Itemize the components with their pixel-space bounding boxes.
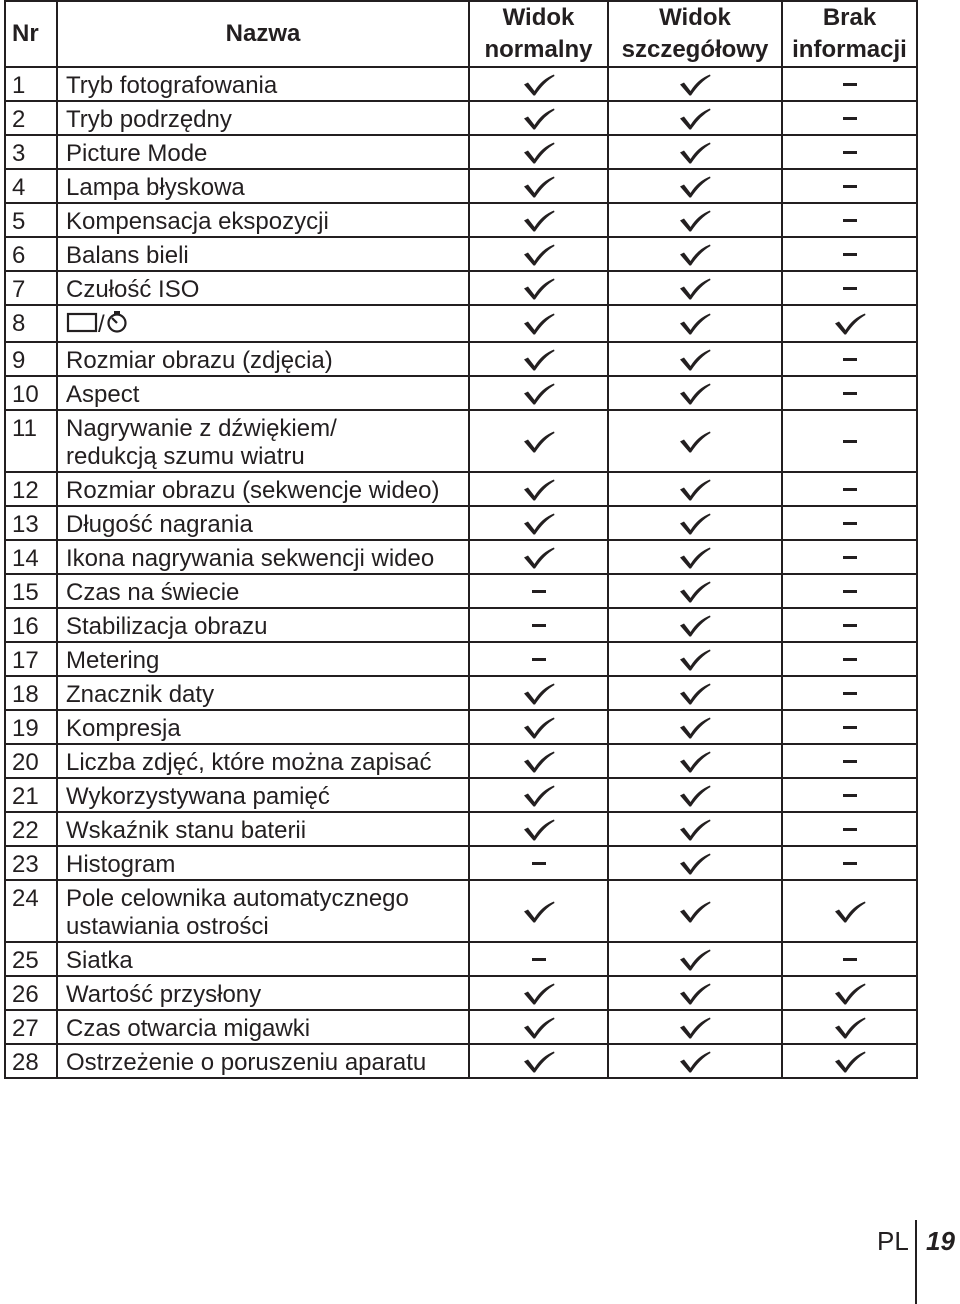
dash-icon [843, 590, 857, 593]
cell-nr: 14 [5, 540, 57, 574]
check-icon [522, 243, 556, 267]
cell-nr: 26 [5, 976, 57, 1010]
cell-detailed [608, 506, 782, 540]
cell-none [782, 203, 917, 237]
check-icon [678, 382, 712, 406]
dash-icon [532, 958, 546, 961]
name-line: Siatka [66, 947, 133, 974]
cell-detailed [608, 305, 782, 342]
cell-normal [469, 271, 608, 305]
cell-detailed [608, 880, 782, 942]
name-line: Kompresja [66, 715, 181, 742]
dash-icon [843, 392, 857, 395]
self-timer-icon [105, 310, 129, 341]
cell-none [782, 67, 917, 101]
check-icon [522, 818, 556, 842]
footer-divider [915, 1220, 917, 1304]
cell-detailed [608, 135, 782, 169]
check-icon [522, 312, 556, 336]
cell-nr: 1 [5, 67, 57, 101]
table-row [5, 506, 917, 540]
table-row [5, 710, 917, 744]
cell-none [782, 237, 917, 271]
cell-none [782, 812, 917, 846]
name-line: Histogram [66, 851, 176, 878]
table-row [5, 203, 917, 237]
cell-none [782, 574, 917, 608]
cell-name [57, 880, 469, 942]
footer-language: PL [877, 1226, 909, 1256]
cell-normal [469, 574, 608, 608]
check-icon [522, 478, 556, 502]
cell-normal [469, 506, 608, 540]
cell-normal [469, 410, 608, 472]
cell-none [782, 305, 917, 342]
check-icon [678, 243, 712, 267]
cell-none [782, 744, 917, 778]
check-icon [678, 948, 712, 972]
dash-icon [843, 117, 857, 120]
cell-none [782, 135, 917, 169]
cell-nr: 5 [5, 203, 57, 237]
check-icon [522, 141, 556, 165]
check-icon [522, 1050, 556, 1074]
cell-name [57, 812, 469, 846]
cell-normal [469, 67, 608, 101]
name-line: Wykorzystywana pamięć [66, 783, 330, 810]
table-row [5, 976, 917, 1010]
cell-detailed [608, 203, 782, 237]
cell-normal [469, 472, 608, 506]
check-icon [522, 209, 556, 233]
dash-icon [532, 658, 546, 661]
cell-nr: 12 [5, 472, 57, 506]
cell-nr: 25 [5, 942, 57, 976]
cell-nr: 24 [5, 880, 57, 942]
cell-nr: 6 [5, 237, 57, 271]
cell-nr: 22 [5, 812, 57, 846]
name-line: Czułość ISO [66, 276, 200, 303]
dash-icon [843, 219, 857, 222]
name-line: Pole celownika automatycznego [66, 885, 409, 912]
cell-none [782, 608, 917, 642]
cell-none [782, 506, 917, 540]
cell-name [57, 846, 469, 880]
check-icon [833, 312, 867, 336]
name-line: Czas otwarcia migawki [66, 1015, 311, 1042]
check-icon [522, 546, 556, 570]
check-icon [678, 107, 712, 131]
cell-normal [469, 203, 608, 237]
name-line-2: ustawiania ostrości [66, 913, 269, 940]
cell-name [57, 342, 469, 376]
cell-none [782, 410, 917, 472]
table-row [5, 169, 917, 203]
cell-nr: 10 [5, 376, 57, 410]
table-row [5, 410, 917, 472]
cell-detailed [608, 271, 782, 305]
dash-icon [843, 151, 857, 154]
name-line: Nagrywanie z dźwiękiem/ [66, 415, 337, 442]
cell-detailed [608, 744, 782, 778]
cell-detailed [608, 1044, 782, 1078]
cell-nr: 11 [5, 410, 57, 472]
check-icon [678, 648, 712, 672]
cell-none [782, 1044, 917, 1078]
cell-none [782, 472, 917, 506]
check-icon [678, 209, 712, 233]
cell-none [782, 710, 917, 744]
name-line: Znacznik daty [66, 681, 215, 708]
cell-none [782, 376, 917, 410]
name-line: Liczba zdjęć, które można zapisać [66, 749, 432, 776]
name-line: Tryb fotografowania [66, 72, 278, 99]
cell-detailed [608, 778, 782, 812]
cell-detailed [608, 942, 782, 976]
name-line: Aspect [66, 381, 140, 408]
check-icon [833, 900, 867, 924]
cell-name [57, 540, 469, 574]
table-row [5, 1044, 917, 1078]
cell-nr: 2 [5, 101, 57, 135]
cell-normal [469, 778, 608, 812]
cell-normal [469, 880, 608, 942]
cell-nr: 7 [5, 271, 57, 305]
table-row [5, 101, 917, 135]
cell-none [782, 540, 917, 574]
cell-detailed [608, 101, 782, 135]
cell-none [782, 642, 917, 676]
check-icon [522, 512, 556, 536]
check-icon [833, 1016, 867, 1040]
table-row [5, 472, 917, 506]
check-icon [678, 312, 712, 336]
dash-icon [843, 624, 857, 627]
table-row [5, 271, 917, 305]
cell-detailed [608, 67, 782, 101]
check-icon [678, 716, 712, 740]
cell-detailed [608, 710, 782, 744]
table-row [5, 744, 917, 778]
cell-none [782, 976, 917, 1010]
cell-none [782, 169, 917, 203]
name-line: Wskaźnik stanu baterii [66, 817, 307, 844]
table-row [5, 305, 917, 342]
cell-name [57, 305, 469, 342]
cell-name [57, 410, 469, 472]
table-row [5, 237, 917, 271]
dash-icon [843, 488, 857, 491]
dash-icon [843, 658, 857, 661]
check-icon [678, 277, 712, 301]
cell-nr: 19 [5, 710, 57, 744]
cell-normal [469, 1010, 608, 1044]
dash-icon [843, 185, 857, 188]
cell-detailed [608, 812, 782, 846]
header-normal: Widok normalny [469, 1, 608, 67]
check-icon [678, 348, 712, 372]
check-icon [678, 750, 712, 774]
dash-icon [843, 692, 857, 695]
page-number: 19 [926, 1226, 955, 1256]
name-separator: / [98, 310, 105, 338]
check-icon [522, 750, 556, 774]
check-icon [522, 348, 556, 372]
check-icon [833, 1050, 867, 1074]
cell-normal [469, 101, 608, 135]
table-header-row [5, 1, 917, 67]
dash-icon [532, 590, 546, 593]
cell-detailed [608, 1010, 782, 1044]
cell-nr: 13 [5, 506, 57, 540]
cell-name [57, 376, 469, 410]
table-row [5, 135, 917, 169]
cell-detailed [608, 169, 782, 203]
cell-normal [469, 608, 608, 642]
cell-detailed [608, 676, 782, 710]
name-line: Czas na świecie [66, 579, 240, 606]
cell-normal [469, 305, 608, 342]
cell-normal [469, 676, 608, 710]
check-icon [522, 430, 556, 454]
header-detailed: Widok szczegółowy [608, 1, 782, 67]
name-line: Rozmiar obrazu (sekwencje wideo) [66, 477, 440, 504]
check-icon [678, 1016, 712, 1040]
check-icon [678, 580, 712, 604]
dash-icon [843, 522, 857, 525]
cell-normal [469, 744, 608, 778]
name-line: Ikona nagrywania sekwencji wideo [66, 545, 435, 572]
cell-nr: 28 [5, 1044, 57, 1078]
check-icon [522, 73, 556, 97]
cell-nr: 20 [5, 744, 57, 778]
table-row [5, 880, 917, 942]
header-nr: Nr [5, 1, 57, 67]
cell-detailed [608, 846, 782, 880]
cell-detailed [608, 237, 782, 271]
check-icon [522, 1016, 556, 1040]
name-line: Tryb podrzędny [66, 106, 232, 133]
cell-normal [469, 846, 608, 880]
cell-nr: 16 [5, 608, 57, 642]
cell-normal [469, 942, 608, 976]
cell-normal [469, 642, 608, 676]
cell-nr: 4 [5, 169, 57, 203]
check-icon [522, 175, 556, 199]
dash-icon [843, 794, 857, 797]
cell-none [782, 342, 917, 376]
single-frame-icon [66, 310, 98, 341]
cell-none [782, 676, 917, 710]
cell-detailed [608, 642, 782, 676]
cell-normal [469, 237, 608, 271]
check-icon [833, 982, 867, 1006]
cell-name [57, 135, 469, 169]
cell-name [57, 472, 469, 506]
check-icon [522, 982, 556, 1006]
cell-name [57, 169, 469, 203]
table-row [5, 608, 917, 642]
dash-icon [843, 862, 857, 865]
cell-name [57, 271, 469, 305]
cell-none [782, 846, 917, 880]
table-row [5, 812, 917, 846]
cell-name [57, 1010, 469, 1044]
check-icon [678, 982, 712, 1006]
check-icon [678, 784, 712, 808]
check-icon [678, 900, 712, 924]
cell-normal [469, 342, 608, 376]
cell-detailed [608, 342, 782, 376]
name-line: Metering [66, 647, 160, 674]
header-none: Brak informacji [782, 1, 917, 67]
dash-icon [843, 440, 857, 443]
cell-detailed [608, 472, 782, 506]
cell-normal [469, 540, 608, 574]
header-name: Nazwa [57, 1, 469, 67]
cell-detailed [608, 410, 782, 472]
cell-none [782, 942, 917, 976]
cell-normal [469, 976, 608, 1010]
cell-normal [469, 169, 608, 203]
table-row [5, 67, 917, 101]
table-row [5, 676, 917, 710]
table-row [5, 342, 917, 376]
name-line-2: redukcją szumu wiatru [66, 443, 305, 470]
check-icon [678, 430, 712, 454]
dash-icon [843, 556, 857, 559]
name-line: Rozmiar obrazu (zdjęcia) [66, 347, 333, 374]
check-icon [678, 818, 712, 842]
cell-name [57, 710, 469, 744]
cell-name [57, 942, 469, 976]
cell-name [57, 1044, 469, 1078]
cell-name [57, 676, 469, 710]
table-row [5, 574, 917, 608]
check-icon [678, 546, 712, 570]
cell-name [57, 642, 469, 676]
cell-name [57, 744, 469, 778]
dash-icon [843, 287, 857, 290]
cell-normal [469, 1044, 608, 1078]
check-icon [678, 512, 712, 536]
cell-nr: 23 [5, 846, 57, 880]
table-row [5, 846, 917, 880]
name-line: Wartość przysłony [66, 981, 262, 1008]
cell-nr: 15 [5, 574, 57, 608]
dash-icon [843, 253, 857, 256]
check-icon [522, 277, 556, 301]
dash-icon [843, 726, 857, 729]
check-icon [522, 716, 556, 740]
dash-icon [532, 862, 546, 865]
cell-nr: 3 [5, 135, 57, 169]
cell-normal [469, 710, 608, 744]
table-row [5, 1010, 917, 1044]
cell-name [57, 101, 469, 135]
cell-name [57, 203, 469, 237]
cell-detailed [608, 976, 782, 1010]
cell-none [782, 101, 917, 135]
cell-nr: 17 [5, 642, 57, 676]
check-icon [678, 852, 712, 876]
cell-name [57, 67, 469, 101]
cell-name [57, 608, 469, 642]
cell-name [57, 976, 469, 1010]
check-icon [678, 141, 712, 165]
name-line: Stabilizacja obrazu [66, 613, 268, 640]
check-icon [678, 1050, 712, 1074]
cell-normal [469, 812, 608, 846]
cell-name [57, 506, 469, 540]
cell-none [782, 1010, 917, 1044]
cell-detailed [608, 540, 782, 574]
check-icon [678, 614, 712, 638]
table-row [5, 942, 917, 976]
check-icon [678, 73, 712, 97]
dash-icon [532, 624, 546, 627]
check-icon [522, 107, 556, 131]
table-row [5, 642, 917, 676]
cell-nr: 27 [5, 1010, 57, 1044]
name-line: Picture Mode [66, 140, 208, 167]
cell-detailed [608, 376, 782, 410]
cell-name [57, 237, 469, 271]
name-line: Lampa błyskowa [66, 174, 245, 201]
cell-nr: 9 [5, 342, 57, 376]
name-line: Balans bieli [66, 242, 189, 269]
cell-name [57, 574, 469, 608]
check-icon [522, 784, 556, 808]
dash-icon [843, 760, 857, 763]
table-row [5, 376, 917, 410]
dash-icon [843, 958, 857, 961]
dash-icon [843, 828, 857, 831]
cell-name [57, 778, 469, 812]
name-line: Ostrzeżenie o poruszeniu aparatu [66, 1049, 427, 1076]
cell-nr: 18 [5, 676, 57, 710]
cell-none [782, 271, 917, 305]
check-icon [678, 682, 712, 706]
cell-nr: 21 [5, 778, 57, 812]
check-icon [678, 175, 712, 199]
cell-detailed [608, 574, 782, 608]
cell-none [782, 778, 917, 812]
check-icon [522, 900, 556, 924]
display-info-table [4, 0, 918, 1079]
cell-detailed [608, 608, 782, 642]
table-row [5, 778, 917, 812]
cell-normal [469, 135, 608, 169]
cell-none [782, 880, 917, 942]
table-row [5, 540, 917, 574]
check-icon [522, 682, 556, 706]
cell-nr: 8 [5, 305, 57, 342]
check-icon [678, 478, 712, 502]
name-line: Długość nagrania [66, 511, 253, 538]
check-icon [522, 382, 556, 406]
cell-normal [469, 376, 608, 410]
name-line: Kompensacja ekspozycji [66, 208, 329, 235]
dash-icon [843, 83, 857, 86]
dash-icon [843, 358, 857, 361]
